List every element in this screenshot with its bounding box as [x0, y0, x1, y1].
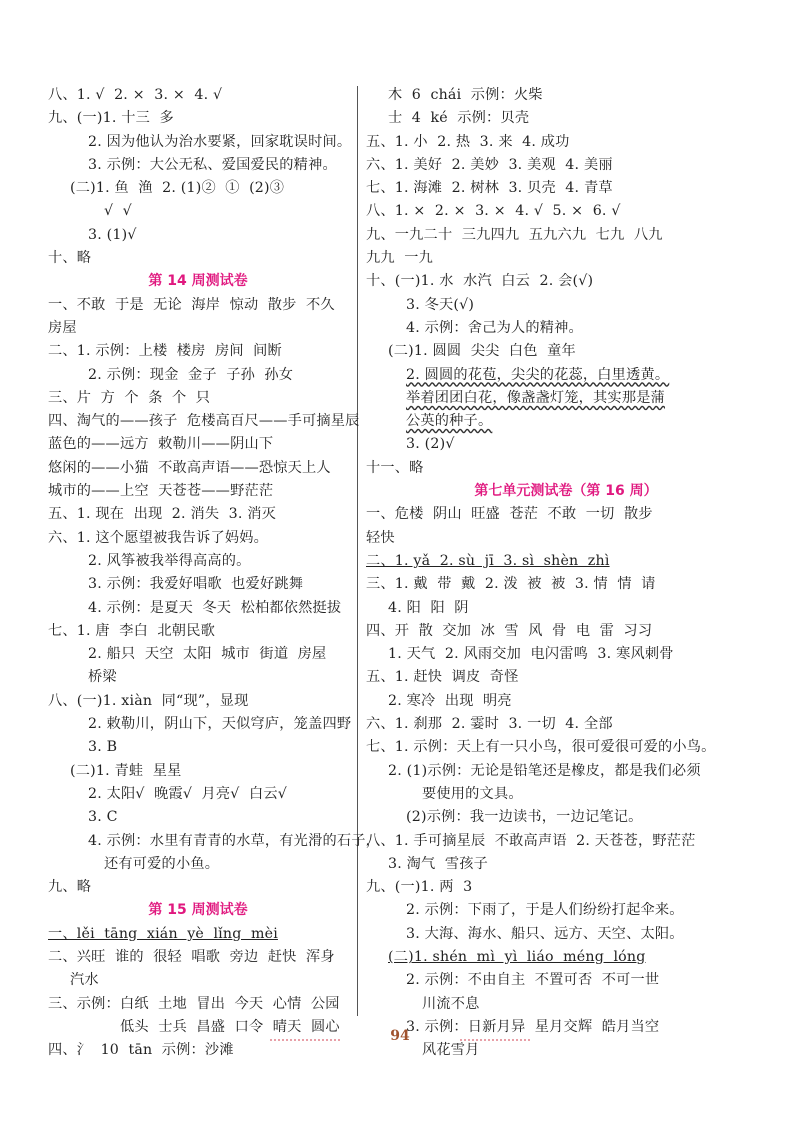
answer-line — [366, 154, 766, 177]
answer-line — [48, 690, 348, 713]
answer-line — [366, 573, 766, 596]
answer-line — [48, 597, 348, 620]
answer-text: 3. 淘气 雪孩子 — [388, 855, 489, 872]
answer-text: 九、略 — [48, 879, 92, 896]
answer-text: 六、1. 美好 2. 美妙 3. 美观 4. 美丽 — [366, 156, 613, 173]
answer-text: 4. 示例：是夏天 冬天 松柏都依然挺拔 — [88, 599, 342, 616]
answer-text: 四、淘气的——孩子 危楼高百尺——手可摘星辰 — [48, 413, 360, 430]
answer-text: 举着团团白花，像盏盏灯笼，其实那是蒲 — [406, 389, 665, 406]
answer-line — [48, 643, 348, 666]
answer-line — [48, 177, 348, 200]
answer-text: 要使用的文具。 — [422, 785, 523, 802]
answer-line — [366, 177, 766, 200]
answer-text: 一、lěi tāng xián yè lǐng mèi — [48, 925, 278, 942]
answer-text: 十一、略 — [366, 459, 424, 476]
answer-line — [48, 527, 348, 550]
answer-line — [48, 340, 348, 363]
answer-text: 九、(一)1. 两 3 — [366, 879, 473, 896]
answer-text: 十、略 — [48, 250, 92, 267]
answer-line — [48, 294, 348, 317]
answer-line — [48, 736, 348, 759]
right-answer-column — [366, 84, 766, 1062]
answer-text: (二)1. 鱼 渔 2. (1)② ① (2)③ — [70, 180, 285, 197]
answer-line — [48, 84, 348, 107]
answer-line — [48, 503, 348, 526]
answer-line — [366, 317, 766, 340]
answer-text: 城市的——上空 天苍苍——野茫茫 — [48, 483, 274, 500]
answer-line — [366, 503, 766, 526]
answer-line — [366, 294, 766, 317]
answer-line — [48, 806, 348, 829]
answer-text: 五、1. 赶快 调皮 奇怪 — [366, 669, 519, 686]
answer-line — [366, 550, 766, 573]
answer-text: 公英的种子。 — [406, 413, 493, 430]
answer-text: 2. 示例：不由自主 不置可否 不可一世 — [406, 972, 660, 989]
answer-text: 士 4 ké 示例：贝壳 — [388, 110, 530, 127]
answer-text: 一、危楼 阴山 旺盛 苍茫 不敢 一切 散步 — [366, 506, 653, 523]
answer-line — [48, 993, 348, 1016]
answer-text: 3. B — [88, 739, 118, 756]
answer-text: 九、(一)1. 十三 多 — [48, 110, 174, 127]
answer-line — [48, 1039, 348, 1062]
answer-line — [366, 200, 766, 223]
answer-text: 三、片 方 个 条 个 只 — [48, 389, 211, 406]
answer-line — [366, 270, 766, 293]
answer-line — [366, 131, 766, 154]
answer-text: 3. 示例：大公无私、爱国爱民的精神。 — [88, 156, 337, 173]
section-title-text: 第 15 周测试卷 — [148, 902, 248, 919]
answer-line — [366, 969, 766, 992]
answer-text: 三、示例：白纸 土地 冒出 今天 心情 公园 — [48, 995, 340, 1012]
answer-text: 九九 一九 — [366, 250, 433, 267]
answer-text: 八、1. 手可摘星辰 不敢高声语 2. 天苍苍，野茫茫 — [366, 832, 696, 849]
answer-text: 4. 示例：舍己为人的精神。 — [406, 319, 583, 336]
answer-text: 轻快 — [366, 529, 395, 546]
answer-text: 七、1. 唐 李白 北朝民歌 — [48, 622, 215, 639]
answer-line — [48, 783, 348, 806]
answer-text: 三、1. 戴 带 戴 2. 泼 被 被 3. 情 情 请 — [366, 576, 656, 593]
answer-line — [48, 410, 360, 433]
answer-line — [48, 247, 348, 270]
answer-text: 3. 示例：我爱好唱歌 也爱好跳舞 — [88, 576, 304, 593]
answer-line — [48, 433, 348, 456]
answer-line — [366, 620, 766, 643]
page-number: 94 — [390, 1028, 410, 1044]
answer-text: (二)1. shén mì yì liáo méng lóng — [388, 948, 646, 965]
answer-text: 3. (2)√ — [406, 436, 455, 453]
answer-line — [48, 876, 348, 899]
answer-text: 木 6 chái 示例：火柴 — [388, 87, 543, 103]
answer-text: 二、1. yǎ 2. sù jī 3. sì shèn zhì — [366, 552, 610, 569]
answer-text: 六、1. 这个愿望被我告诉了妈妈。 — [48, 529, 269, 546]
answer-line — [48, 457, 348, 480]
answer-line — [48, 1016, 348, 1039]
answer-line — [366, 597, 766, 620]
section-title-text: 第七单元测试卷（第 16 周） — [474, 483, 658, 500]
answer-line — [366, 713, 766, 736]
answer-text: 2. 风筝被我举得高高的。 — [88, 552, 251, 569]
answer-line — [48, 573, 348, 596]
answer-text: 2. 敕勒川，阴山下，天似穹庐，笼盖四野 — [88, 716, 352, 733]
answer-text: 六、1. 刹那 2. 霎时 3. 一切 4. 全部 — [366, 716, 613, 733]
answer-line — [366, 340, 766, 363]
column-divider — [357, 86, 358, 1016]
answer-text: 五、1. 小 2. 热 3. 来 4. 成功 — [366, 133, 570, 150]
answer-line — [366, 783, 766, 806]
answer-line — [366, 247, 766, 270]
answer-text: 五、1. 现在 出现 2. 消失 3. 消灭 — [48, 506, 277, 523]
answer-text: 川流不息 — [422, 995, 480, 1012]
answer-line — [48, 620, 348, 643]
answer-text: 八、(一)1. xiàn 同“现”，显现 — [48, 692, 249, 709]
answer-line — [48, 830, 381, 853]
answer-line — [366, 876, 766, 899]
answer-text: 一、不敢 于是 无论 海岸 惊动 散步 不久 — [48, 296, 335, 313]
answer-line — [366, 690, 766, 713]
answer-text: 低头 士兵 昌盛 口令 晴天 圆心 — [120, 1018, 340, 1035]
answer-line — [48, 131, 352, 154]
answer-line — [366, 899, 766, 922]
answer-text: 风花雪月 — [422, 1042, 480, 1059]
answer-text: (二)1. 圆圆 尖尖 白色 童年 — [388, 343, 576, 360]
answer-text: 八、1. × 2. × 3. × 4. √ 5. × 6. √ — [366, 203, 621, 220]
answer-line — [48, 946, 348, 969]
answer-line — [48, 317, 348, 340]
answer-text: 桥梁 — [88, 669, 117, 686]
answer-line — [366, 457, 766, 480]
answer-text: 4. 阳 阳 阴 — [388, 599, 469, 616]
section-title — [48, 899, 348, 922]
answer-line — [366, 830, 766, 853]
answer-text: 2. 示例：下雨了，于是人们纷纷打起伞来。 — [406, 902, 684, 919]
answer-line — [48, 666, 348, 689]
answer-line — [48, 154, 348, 177]
answer-line — [48, 200, 348, 223]
answer-text: 4. 示例：水里有青青的水草，有光滑的石子， — [88, 832, 381, 849]
section-title — [48, 270, 348, 293]
answer-line — [48, 224, 348, 247]
answer-line — [366, 224, 766, 247]
answer-text: √ √ — [104, 203, 132, 220]
answer-line — [366, 643, 766, 666]
answer-text: 二、兴旺 谁的 很轻 唱歌 旁边 赶快 浑身 — [48, 948, 335, 965]
answer-text: 2. 因为他认为治水要紧，回家耽误时间。 — [88, 133, 352, 150]
answer-line — [366, 993, 766, 1016]
section-title — [366, 480, 766, 503]
answer-line — [366, 410, 766, 433]
footer-decoration-right — [460, 1039, 530, 1041]
answer-line — [48, 923, 348, 946]
answer-line — [48, 550, 348, 573]
section-title-text: 第 14 周测试卷 — [148, 273, 248, 290]
footer-decoration-left — [270, 1039, 340, 1041]
answer-line — [48, 480, 348, 503]
answer-text: 汽水 — [70, 972, 99, 989]
answer-text: 2. 船只 天空 太阳 城市 街道 房屋 — [88, 646, 327, 663]
answer-text: 2. 示例：现金 金子 子孙 孙女 — [88, 366, 294, 383]
answer-text: 七、1. 示例：天上有一只小鸟，很可爱很可爱的小鸟。 — [366, 739, 716, 756]
answer-text: 四、氵 10 tān 示例：沙滩 — [48, 1042, 234, 1059]
answer-line — [366, 853, 766, 876]
answer-text: 3. 示例：日新月异 星月交辉 皓月当空 — [406, 1018, 660, 1035]
answer-line — [366, 760, 766, 783]
answer-text: 四、开 散 交加 冰 雪 风 骨 电 雷 习习 — [366, 622, 653, 639]
answer-text: 1. 天气 2. 风雨交加 电闪雷鸣 3. 寒风刺骨 — [388, 646, 674, 663]
answer-text: 3. 大海、海水、船只、远方、天空、太阳。 — [406, 925, 684, 942]
answer-line — [366, 527, 766, 550]
answer-line — [366, 364, 766, 387]
answer-text: 3. (1)√ — [88, 226, 137, 243]
answer-text: 八、1. √ 2. × 3. × 4. √ — [48, 87, 223, 103]
answer-line — [48, 387, 348, 410]
answer-text: 3. C — [88, 809, 118, 826]
answer-text: 2. 太阳√ 晚霞√ 月亮√ 白云√ — [88, 785, 287, 802]
answer-line — [366, 666, 766, 689]
answer-text: 房屋 — [48, 319, 77, 336]
answer-line — [48, 760, 348, 783]
answer-line — [48, 853, 348, 876]
answer-line — [366, 946, 766, 969]
answer-text: 二、1. 示例：上楼 楼房 房间 间断 — [48, 343, 282, 360]
answer-line — [366, 107, 766, 130]
answer-text: 十、(一)1. 水 水汽 白云 2. 会(√) — [366, 273, 594, 290]
answer-line — [48, 969, 348, 992]
answer-line — [366, 806, 766, 829]
answer-line — [48, 107, 348, 130]
answer-text: 还有可爱的小鱼。 — [104, 855, 220, 872]
answer-text: (2)示例：我一边读书，一边记笔记。 — [406, 809, 643, 826]
answer-line — [366, 387, 766, 410]
answer-text: 九、一九二十 三九四九 五九六九 七九 八九 — [366, 226, 663, 243]
answer-line — [366, 84, 766, 107]
answer-line — [366, 923, 766, 946]
answer-text: 七、1. 海滩 2. 树林 3. 贝壳 4. 青草 — [366, 180, 613, 197]
answer-text: 3. 冬天(√) — [406, 296, 475, 313]
answer-text: 2. (1)示例：无论是铅笔还是橡皮，都是我们必须 — [388, 762, 701, 779]
answer-text: 悠闲的——小猫 不敢高声语——恐惊天上人 — [48, 459, 331, 476]
answer-line — [366, 736, 766, 759]
answer-line — [48, 364, 348, 387]
answer-text: 2. 圆圆的花苞，尖尖的花蕊，白里透黄。 — [406, 366, 670, 383]
answer-text: 2. 寒冷 出现 明亮 — [388, 692, 512, 709]
answer-line — [48, 713, 352, 736]
answer-line — [366, 433, 766, 456]
answer-text: (二)1. 青蛙 星星 — [70, 762, 182, 779]
answer-text: 蓝色的——远方 敕勒川——阴山下 — [48, 436, 274, 453]
